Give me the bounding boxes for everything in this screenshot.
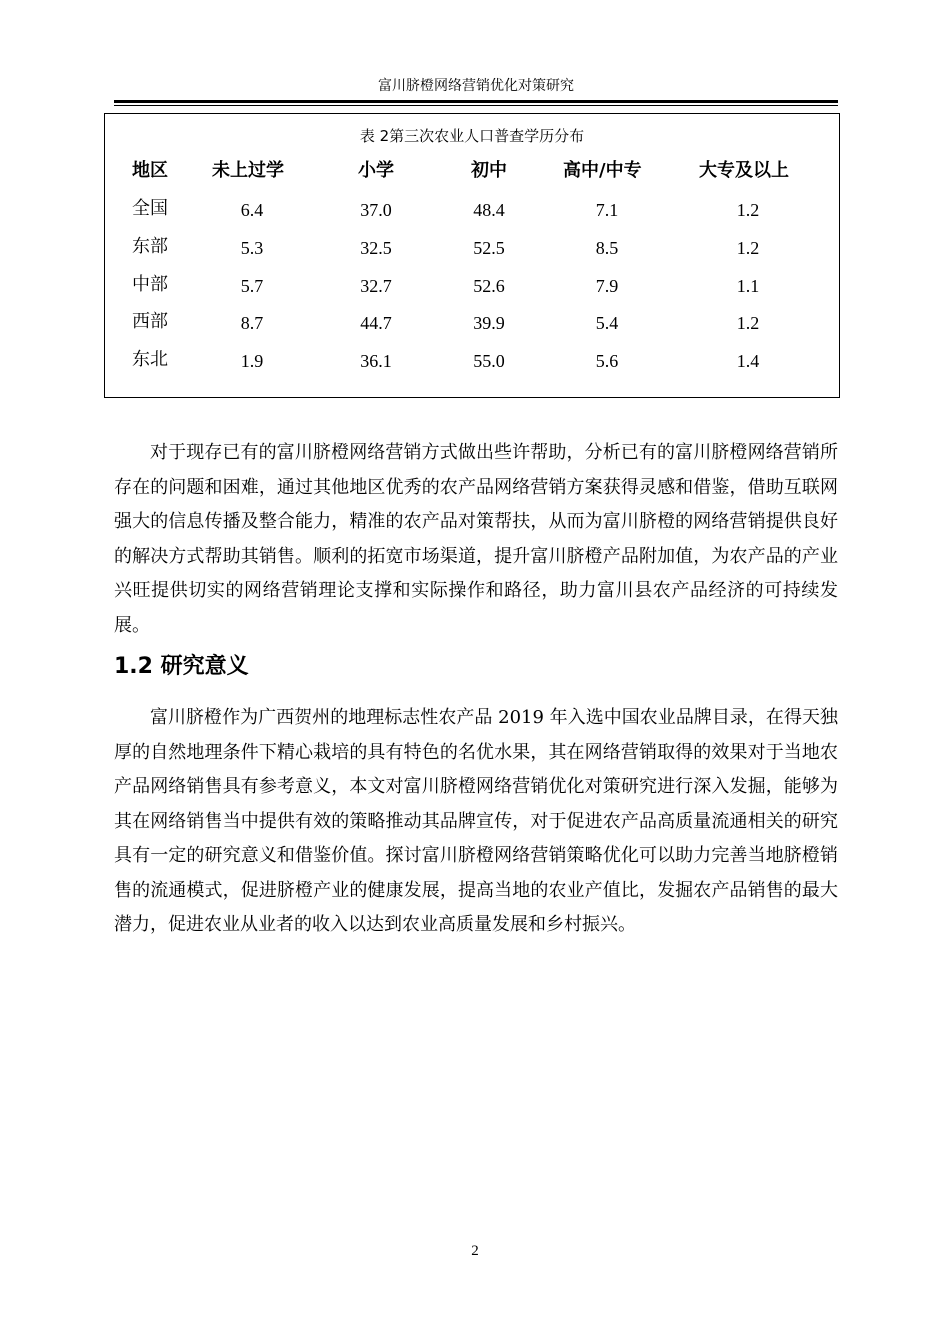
- table-cell: 8.7: [240, 313, 264, 333]
- table-caption: 表 2第三次农业人口普查学历分布: [359, 127, 585, 145]
- table-cell: 1.2: [736, 238, 760, 258]
- running-header: 富川脐橙网络营销优化对策研究: [378, 78, 574, 94]
- table-cell: 8.5: [595, 238, 619, 258]
- column-header-junior-high: 初中: [471, 160, 507, 181]
- column-header-senior-high: 高中/中专: [563, 160, 642, 181]
- table-cell: 1.2: [736, 200, 760, 220]
- section-heading: 1.2 研究意义: [114, 654, 249, 679]
- table-cell: 1.1: [736, 276, 760, 296]
- column-header-college: 大专及以上: [699, 160, 789, 181]
- table-cell: 32.5: [360, 238, 392, 258]
- table-cell: 52.5: [473, 238, 505, 258]
- table-row-region: 西部: [132, 311, 168, 332]
- table-row-region: 东部: [132, 236, 168, 257]
- table-cell: 5.7: [240, 276, 264, 296]
- education-table: [104, 113, 840, 398]
- table-cell: 32.7: [360, 276, 392, 296]
- table-cell: 5.4: [595, 313, 619, 333]
- table-cell: 44.7: [360, 313, 392, 333]
- column-header-no-schooling: 未上过学: [212, 160, 284, 181]
- table-cell: 5.3: [240, 238, 264, 258]
- table-cell: 52.6: [473, 276, 505, 296]
- table-cell: 1.2: [736, 313, 760, 333]
- table-cell: 37.0: [360, 200, 392, 220]
- body-paragraph: 对于现存已有的富川脐橙网络营销方式做出些许帮助，分析已有的富川脐橙网络营销所存在的问题和困难，通过其他地区优秀的农产品网络营销方案获得灵感和借鉴，借助互联网强大的信息传播及整合能力，精准的农产品对策帮扶，从而为富川脐橙的网络营销提供良好的解决方式帮助其销售。顺利的拓宽市场渠道，提升富川脐橙产品附加值，为农产品的产业兴旺提供切实的网络营销理论支撑和实际操作和路径，助力富川县农产品经济的可持续发展。: [114, 442, 838, 636]
- table-cell: 7.9: [595, 276, 619, 296]
- column-header-primary: 小学: [358, 160, 394, 181]
- table-row-region: 中部: [132, 274, 168, 295]
- table-cell: 48.4: [473, 200, 505, 220]
- table-cell: 1.9: [240, 351, 264, 371]
- table-cell: 39.9: [473, 313, 505, 333]
- table-row-region: 全国: [132, 198, 168, 219]
- page-number: 2: [471, 1243, 479, 1259]
- column-header-region: 地区: [132, 160, 168, 181]
- table-cell: 7.1: [595, 200, 619, 220]
- table-row-region: 东北: [132, 349, 168, 370]
- table-cell: 55.0: [473, 351, 505, 371]
- table-cell: 6.4: [240, 200, 264, 220]
- header-rule-thick: [114, 100, 838, 103]
- body-paragraph: 富川脐橙作为广西贺州的地理标志性农产品 2019 年入选中国农业品牌目录，在得天独厚的自然地理条件下精心栽培的具有特色的名优水果，其在网络营销取得的效果对于当地农产品网络销售具有参考意义，本文对富川脐橙网络营销优化对策研究进行深入发掘，能够为其在网络销售当中提供有效的策略推动其品牌宣传，对于促进农产品高质量流通相关的研究具有一定的研究意义和借鉴价值。探讨富川脐橙网络营销策略优化可以助力完善当地脐橙销售的流通模式，促进脐橙产业的健康发展，提高当地的农业产值比，发掘农产品销售的最大潜力，促进农业从业者的收入以达到农业高质量发展和乡村振兴。: [114, 707, 838, 935]
- table-cell: 5.6: [595, 351, 619, 371]
- header-rule-thin: [114, 105, 838, 106]
- table-cell: 36.1: [360, 351, 392, 371]
- table-cell: 1.4: [736, 351, 760, 371]
